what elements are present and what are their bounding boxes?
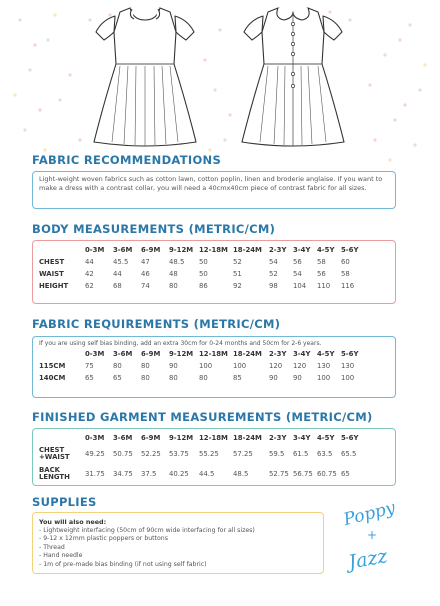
table-cell: 80 xyxy=(141,374,150,382)
column-header: 5-6Y xyxy=(341,350,359,358)
table-cell: 130 xyxy=(317,362,331,370)
table-cell: 61.5 xyxy=(293,450,309,458)
column-header: 6-9M xyxy=(141,350,161,358)
column-header: 18-24M xyxy=(233,434,262,442)
fabric-recommendations-text: Light-weight woven fabrics such as cotton lawn, cotton poplin, linen and broderie anglaise. If you want to make a dress with a contrast collar, you will need a 40cmx40cm piece of contrast fabric for all sizes. xyxy=(39,175,383,192)
table-cell: 52.75 xyxy=(269,470,289,478)
table-cell: 120 xyxy=(269,362,283,370)
svg-text:+: + xyxy=(367,528,378,542)
column-header: 9-12M xyxy=(169,434,194,442)
table-row xyxy=(39,372,389,384)
column-header: 0-3M xyxy=(85,434,105,442)
table-cell: 56 xyxy=(293,258,302,266)
row-label: CHEST xyxy=(39,258,65,266)
supplies-lead: You will also need: xyxy=(39,518,107,526)
table-cell: 40.25 xyxy=(169,470,189,478)
column-header: 18-24M xyxy=(233,246,262,254)
table-cell: 34.75 xyxy=(113,470,133,478)
table-cell: 53.75 xyxy=(169,450,189,458)
column-header: 2-3Y xyxy=(269,246,287,254)
svg-text:Jazz: Jazz xyxy=(346,545,389,574)
table-cell: 98 xyxy=(269,282,278,290)
supply-item: - Lightweight interfacing (50cm of 90cm wide interfacing for all sizes) xyxy=(39,527,255,534)
column-header: 9-12M xyxy=(169,350,194,358)
table-cell: 54 xyxy=(269,258,278,266)
table-cell: 56 xyxy=(317,270,326,278)
column-header: 3-4Y xyxy=(293,246,311,254)
column-header: 4-5Y xyxy=(317,246,335,254)
body-measurements-table xyxy=(39,244,389,292)
table-cell: 52 xyxy=(269,270,278,278)
column-header: 2-3Y xyxy=(269,350,287,358)
finished-garment-box xyxy=(32,428,396,486)
table-cell: 65 xyxy=(341,470,350,478)
table-cell: 52.25 xyxy=(141,450,161,458)
table-cell: 75 xyxy=(85,362,94,370)
table-cell: 100 xyxy=(317,374,331,382)
table-cell: 80 xyxy=(169,282,178,290)
table-cell: 58 xyxy=(317,258,326,266)
table-cell: 90 xyxy=(269,374,278,382)
fabric-recommendations-title: FABRIC RECOMMENDATIONS xyxy=(32,153,222,167)
finished-garment-table xyxy=(39,432,389,484)
row-label xyxy=(39,444,85,464)
table-row xyxy=(39,256,389,268)
table-cell: 80 xyxy=(113,362,122,370)
row-label-line: LENGTH xyxy=(39,473,70,481)
table-cell: 60.75 xyxy=(317,470,337,478)
column-header: 4-5Y xyxy=(317,434,335,442)
table-cell: 42 xyxy=(85,270,94,278)
table-header-row xyxy=(39,244,389,256)
column-header: 6-9M xyxy=(141,434,161,442)
body-measurements-box xyxy=(32,240,396,304)
table-cell: 31.75 xyxy=(85,470,105,478)
fabric-recommendations-box xyxy=(32,171,396,209)
table-cell: 52 xyxy=(233,258,242,266)
table-cell: 49.25 xyxy=(85,450,105,458)
table-cell: 90 xyxy=(169,362,178,370)
table-cell: 47 xyxy=(141,258,150,266)
fabric-requirements-table xyxy=(39,348,389,384)
table-cell: 65 xyxy=(113,374,122,382)
table-cell: 60 xyxy=(341,258,350,266)
table-cell: 110 xyxy=(317,282,331,290)
supply-item: - 9-12 x 12mm plastic poppers or buttons xyxy=(39,535,168,543)
column-header: 2-3Y xyxy=(269,434,287,442)
table-cell: 130 xyxy=(341,362,355,370)
column-header: 3-6M xyxy=(113,246,133,254)
column-header: 18-24M xyxy=(233,350,262,358)
table-cell: 55.25 xyxy=(199,450,219,458)
row-label xyxy=(39,464,85,484)
table-row xyxy=(39,360,389,372)
table-cell: 120 xyxy=(293,362,307,370)
column-header: 3-4Y xyxy=(293,350,311,358)
fabric-requirements-title: FABRIC REQUIREMENTS (METRIC/CM) xyxy=(32,317,281,331)
table-cell: 48.5 xyxy=(169,258,185,266)
dress-back-sketch-icon xyxy=(238,2,348,152)
confetti-background xyxy=(0,0,440,170)
supply-item: - Thread xyxy=(39,543,65,551)
table-row xyxy=(39,464,389,484)
table-cell: 54 xyxy=(293,270,302,278)
table-header-row xyxy=(39,432,389,444)
table-cell: 44 xyxy=(113,270,122,278)
table-row xyxy=(39,444,389,464)
table-cell: 45.5 xyxy=(113,258,129,266)
column-header: 0-3M xyxy=(85,350,105,358)
row-label: WAIST xyxy=(39,270,64,278)
table-cell: 63.5 xyxy=(317,450,333,458)
table-cell: 48 xyxy=(169,270,178,278)
row-label: HEIGHT xyxy=(39,282,69,290)
column-header: 3-4Y xyxy=(293,434,311,442)
body-measurements-title: BODY MEASUREMENTS (METRIC/CM) xyxy=(32,222,276,236)
dress-front-sketch-icon xyxy=(90,2,200,152)
column-header: 6-9M xyxy=(141,246,161,254)
table-cell: 50.75 xyxy=(113,450,133,458)
column-header: 12-18M xyxy=(199,434,228,442)
table-cell: 44 xyxy=(85,258,94,266)
column-header: 12-18M xyxy=(199,350,228,358)
table-row xyxy=(39,280,389,292)
table-cell: 80 xyxy=(169,374,178,382)
column-header: 5-6Y xyxy=(341,246,359,254)
table-cell: 100 xyxy=(341,374,355,382)
column-header: 9-12M xyxy=(169,246,194,254)
table-cell: 80 xyxy=(141,362,150,370)
table-cell: 57.25 xyxy=(233,450,253,458)
table-cell: 58 xyxy=(341,270,350,278)
supply-item: - 1m of pre-made bias binding (if not using self fabric) xyxy=(39,560,207,568)
column-header: 0-3M xyxy=(85,246,105,254)
table-cell: 100 xyxy=(233,362,247,370)
table-cell: 62 xyxy=(85,282,94,290)
row-label-line: BACK xyxy=(39,465,60,474)
table-cell: 86 xyxy=(199,282,208,290)
table-cell: 74 xyxy=(141,282,150,290)
supply-item: - Hand needle xyxy=(39,552,83,560)
row-label: 115CM xyxy=(39,362,66,370)
column-header: 3-6M xyxy=(113,350,133,358)
table-cell: 68 xyxy=(113,282,122,290)
column-header: 3-6M xyxy=(113,434,133,442)
table-cell: 85 xyxy=(233,374,242,382)
row-label-line: CHEST xyxy=(39,445,65,454)
fabric-requirements-box xyxy=(32,336,396,398)
table-cell: 90 xyxy=(293,374,302,382)
column-header: 12-18M xyxy=(199,246,228,254)
supplies-box xyxy=(32,512,324,574)
row-label: 140CM xyxy=(39,374,66,382)
table-row xyxy=(39,268,389,280)
table-header-row xyxy=(39,348,389,360)
poppy-jazz-logo xyxy=(330,497,410,577)
table-cell: 48.5 xyxy=(233,470,249,478)
supplies-title: SUPPLIES xyxy=(32,495,97,509)
table-cell: 46 xyxy=(141,270,150,278)
table-cell: 44.5 xyxy=(199,470,215,478)
table-cell: 37.5 xyxy=(141,470,157,478)
table-cell: 100 xyxy=(199,362,213,370)
row-label-line: +WAIST xyxy=(39,453,70,461)
table-cell: 50 xyxy=(199,258,208,266)
column-header: 4-5Y xyxy=(317,350,335,358)
table-cell: 116 xyxy=(341,282,355,290)
table-cell: 65.5 xyxy=(341,450,357,458)
table-cell: 51 xyxy=(233,270,242,278)
table-cell: 104 xyxy=(293,282,307,290)
table-cell: 59.5 xyxy=(269,450,285,458)
table-cell: 92 xyxy=(233,282,242,290)
column-header: 5-6Y xyxy=(341,434,359,442)
finished-garment-title: FINISHED GARMENT MEASUREMENTS (METRIC/CM) xyxy=(32,410,373,424)
table-cell: 56.75 xyxy=(293,470,313,478)
svg-text:Poppy: Poppy xyxy=(341,498,398,531)
table-cell: 65 xyxy=(85,374,94,382)
table-cell: 50 xyxy=(199,270,208,278)
table-cell: 80 xyxy=(199,374,208,382)
fabric-requirements-note: If you are using self bias binding, add an extra 30cm for 0-24 months and 50cm for 2-6 years. xyxy=(39,340,322,347)
